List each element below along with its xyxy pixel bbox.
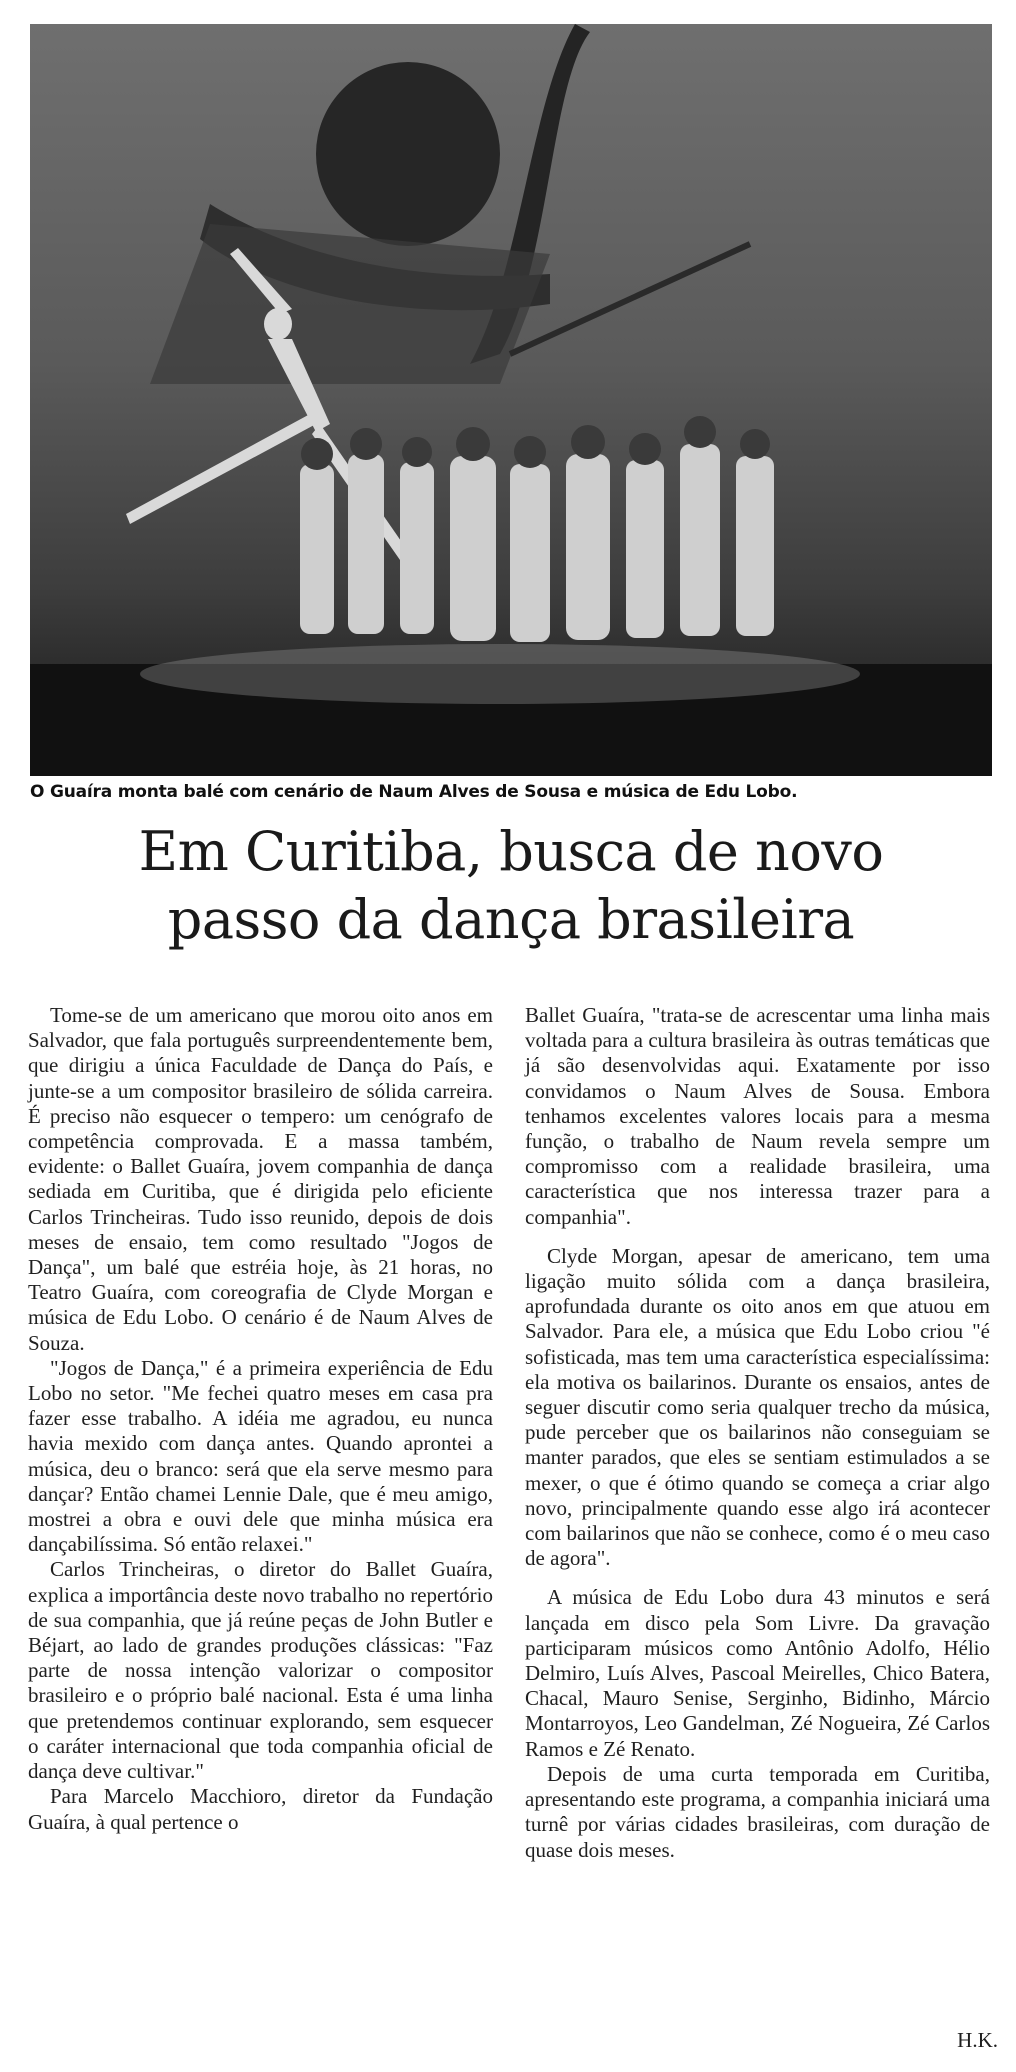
paragraph: Depois de uma curta temporada em Curitiba, apresentando este programa, a companhia iniciará uma turnê por várias cidades brasileiras, com duração de quase dois meses. [525, 1761, 990, 1862]
paragraph: Clyde Morgan, apesar de americano, tem uma ligação muito sólida com a dança brasileira, aprofundada durante os oito anos em que atuou em Salvador. Para ele, a música que Edu Lobo criou "é sofisticada, mas tem uma característica especialíssima: ela motiva os bailarinos. Durante os ensaios, antes de seguer discutir como seria qualquer trecho da música, pude perceber que os bailarinos não conseguiam se manter parados, que eles se sentiam estimulados a se mexer, o que é ótimo quando se começa a criar algo novo, principalmente quando esse algo irá acontecer com bailarinos que não se conhece, como é o meu caso de agora". [525, 1243, 990, 1571]
paragraph: "Jogos de Dança," é a primeira experiência de Edu Lobo no setor. "Me fechei quatro meses em casa pra fazer esse trabalho. A idéia me agradou, eu nunca havia mexido com dança antes. Quando aprontei a música, deu o branco: será que ela serve mesmo para dançar? Então chamei Lennie Dale, que é meu amigo, mostrei a obra e ouvi dele que minha música era dançabilíssima. Só então relaxei." [28, 1355, 493, 1557]
photo-caption: O Guaíra monta balé com cenário de Naum Alves de Sousa e música de Edu Lobo. [30, 782, 798, 802]
paragraph: Carlos Trincheiras, o diretor do Ballet Guaíra, explica a importância deste novo trabalho no repertório de sua companhia, que já reúne peças de John Butler e Béjart, ao lado de grandes produções clássicas: "Faz parte de nossa intenção valorizar o compositor brasileiro e o próprio balé nacional. Esta é uma linha que pretendemos continuar explorando, sem esquecer o caráter internacional que toda companhia oficial de dança deve cultivar." [28, 1557, 493, 1784]
ballet-stage-photo-icon [30, 24, 992, 776]
article-column-right [525, 1003, 990, 1863]
paragraph: Ballet Guaíra, "trata-se de acrescentar uma linha mais voltada para a cultura brasileira às outras temáticas que já são desenvolvidas aqui. Exatamente por isso convidamos o Naum Alves de Sousa. Embora tenhamos excelentes valores locais para a mesma função, o trabalho de Naum revela sempre um compromisso com a realidade brasileira, uma característica que nos interessa trazer para a companhia". [525, 1003, 990, 1229]
headline-line-2: passo da dança brasileira [167, 888, 855, 951]
paragraph: A música de Edu Lobo dura 43 minutos e será lançada em disco pela Som Livre. Da gravação participaram músicos como Antônio Adolfo, Hélio Delmiro, Luís Alves, Pascoal Meirelles, Chico Batera, Chacal, Mauro Senise, Serginho, Bidinho, Márcio Montarroyos, Leo Gandelman, Zé Nogueira, Zé Carlos Ramos e Zé Renato. [525, 1585, 990, 1761]
paragraph: Para Marcelo Macchioro, diretor da Fundação Guaíra, à qual pertence o [28, 1784, 493, 1834]
headline-line-1: Em Curitiba, busca de novo [138, 820, 884, 883]
ballet-stage-photo [30, 24, 992, 776]
paragraph: Tome-se de um americano que morou oito anos em Salvador, que fala português surpreendentemente bem, que dirigiu a única Faculdade de Dança do País, e junte-se a um compositor brasileiro de sólida carreira. É preciso não esquecer o tempero: um cenógrafo de competência comprovada. E a massa também, evidente: o Ballet Guaíra, jovem companhia de dança sediada em Curitiba, que é dirigida pelo eficiente Carlos Trincheiras. Tudo isso reunido, depois de dois meses de ensaio, tem como resultado "Jogos de Dança", um balé que estréia hoje, às 21 horas, no Teatro Guaíra, com coreografia de Clyde Morgan e música de Edu Lobo. O cenário é de Naum Alves de Souza. [28, 1003, 493, 1355]
article-column-left [28, 1003, 493, 1835]
headline [30, 818, 992, 954]
author-signature: H.K. [957, 2028, 998, 2052]
